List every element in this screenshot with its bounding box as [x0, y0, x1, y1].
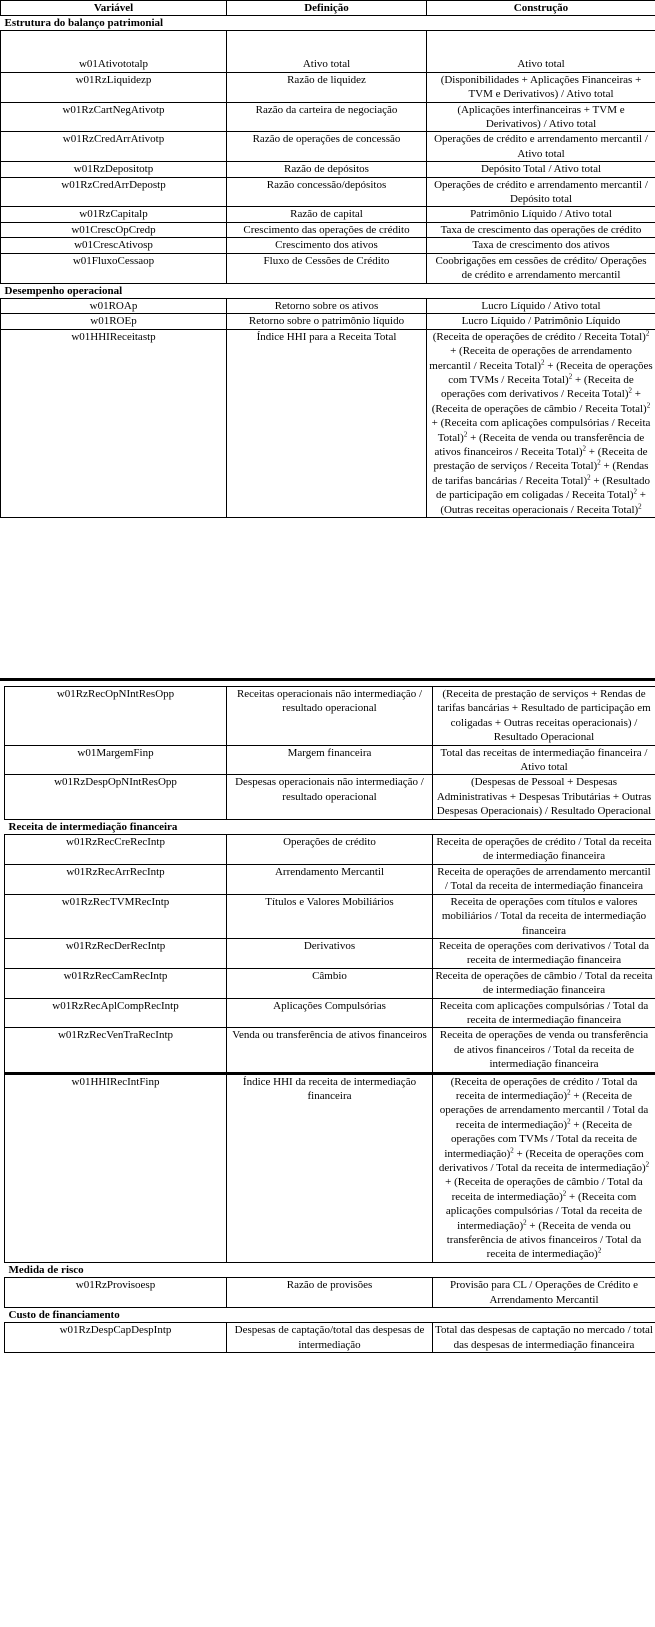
superscript-2: 2 — [582, 444, 587, 453]
construction-cell: Taxa de crescimento dos ativos — [427, 238, 655, 253]
section-title-row — [1, 16, 655, 31]
definition-cell: Índice HHI da receita de intermediação financeira — [227, 1073, 433, 1262]
definition-cell: Razão concessão/depósitos — [227, 177, 427, 207]
variable-cell: w01ROAp — [1, 298, 227, 313]
definition-cell: Despesas operacionais não intermediação / resultado operacional — [227, 775, 433, 819]
variable-cell: w01RzRecArrRecIntp — [5, 864, 227, 894]
superscript-2: 2 — [523, 1217, 527, 1226]
variable-cell: w01RzDespCapDespIntp — [5, 1323, 227, 1353]
construction-cell: Lucro Líquido / Patrimônio Líquido — [427, 314, 655, 329]
superscript-2: 2 — [597, 1246, 602, 1255]
table-row — [1, 238, 655, 253]
section-title-row — [5, 1308, 655, 1323]
construction-cell: (Receita de operações de crédito / Total da receita de intermediação)$^2$ + (Receita de operações de arrendamento mercantil / Total da receita de intermediação)$^2$ + (Receita de operações com TVMs / Total da receita de intermediação)$^2$ + (Receita de operações com derivativos / Total da receita de intermediação)$^2$ + (Receita de operações de câmbio / Total da receita de intermediação)$^2$ + (Receita com aplicações compulsórias / Total da receita de intermediação)$^2$ + (Receita de venda ou transferência de ativos financeiros / Total da receita de intermediação)$^2$ — [433, 1073, 655, 1262]
construction-cell: (Aplicações interfinanceiras + TVM e Derivativos) / Ativo total — [427, 102, 655, 132]
superscript-2: 2 — [646, 401, 651, 410]
table-row — [1, 72, 655, 102]
definition-cell: Venda ou transferência de ativos financeiros — [227, 1028, 433, 1073]
variable-cell: w01RzRecOpNIntResOpp — [5, 687, 227, 746]
page-break-separator — [0, 678, 655, 681]
variable-cell: w01RzCredArrAtivotp — [1, 132, 227, 162]
construction-cell: Coobrigações em cessões de crédito/ Operações de crédito e arrendamento mercantil — [427, 253, 655, 283]
definition-cell: Razão de depósitos — [227, 162, 427, 177]
definition-cell: Operações de crédito — [227, 835, 433, 865]
section-title: Receita de intermediação financeira — [5, 819, 655, 834]
construction-cell: Operações de crédito e arrendamento mercantil / Ativo total — [427, 132, 655, 162]
construction-cell: Taxa de crescimento das operações de crédito — [427, 222, 655, 237]
superscript-2: 2 — [597, 458, 601, 467]
variable-cell: w01RzCartNegAtivotp — [1, 102, 227, 132]
table-row — [5, 864, 655, 894]
definition-cell: Arrendamento Mercantil — [227, 864, 433, 894]
superscript-2: 2 — [645, 329, 650, 338]
variable-cell: w01CrescAtivosp — [1, 238, 227, 253]
construction-cell: (Receita de prestação de serviços + Rendas de tarifas bancárias + Resultado de participação em coligadas + Outras receitas operacionais) / Resultado Operacional — [433, 687, 655, 746]
variable-cell: w01HHIRecIntFinp — [5, 1073, 227, 1262]
construction-cell: (Receita de operações de crédito / Receita Total)$^2$ + (Receita de operações de arrendamento mercantil / Receita Total)$^2$ + (Receita de operações com TVMs / Receita Total)$^2$ + (Receita de operações com derivativos / Receita Total)$^2$ + (Receita de operações de câmbio / Receita Total)$^2$ + (Receita com aplicações compulsórias / Receita Total)$^2$ + (Receita de venda ou transferência de ativos financeiros / Receita Total)$^2$ + (Receita de prestação de serviços / Receita Total)$^2$ + (Rendas de tarifas bancárias / Receita Total)$^2$ + (Resultado de participação em coligadas / Receita Total)$^2$ + (Outras receitas operacionais / Receita Total)$^2$ — [427, 329, 655, 517]
construction-cell: Receita com aplicações compulsórias / Total da receita de intermediação financeira — [433, 998, 655, 1028]
construction-cell: Depósito Total / Ativo total — [427, 162, 655, 177]
variables-table-part-2 — [4, 686, 655, 1353]
table-row — [1, 132, 655, 162]
variable-cell: w01RzRecTVMRecIntp — [5, 894, 227, 938]
table-row — [5, 894, 655, 938]
section-title: Custo de financiamento — [5, 1308, 655, 1323]
table-row — [5, 775, 655, 819]
construction-cell: Total das receitas de intermediação financeira / Ativo total — [433, 745, 655, 775]
superscript-2: 2 — [567, 1088, 571, 1097]
table-row — [5, 938, 655, 968]
construction-cell: Operações de crédito e arrendamento mercantil / Depósito total — [427, 177, 655, 207]
table-row — [5, 1028, 655, 1073]
variable-cell: w01RzRecCreRecIntp — [5, 835, 227, 865]
table-row — [1, 314, 655, 329]
table-row — [1, 207, 655, 222]
definition-cell: Despesas de captação/total das despesas de intermediação — [227, 1323, 433, 1353]
variable-cell: w01RzDespOpNIntResOpp — [5, 775, 227, 819]
table-row — [5, 835, 655, 865]
construction-cell: Receita de operações de venda ou transferência de ativos financeiros / Total da receita de intermediação financeira — [433, 1028, 655, 1073]
construction-cell: Receita de operações com derivativos / Total da receita de intermediação financeira — [433, 938, 655, 968]
variable-cell: w01ROEp — [1, 314, 227, 329]
table-row — [1, 162, 655, 177]
definition-cell: Índice HHI para a Receita Total — [227, 329, 427, 517]
construction-cell: Receita de operações de crédito / Total da receita de intermediação financeira — [433, 835, 655, 865]
construction-cell: Receita de operações de arrendamento mercantil / Total da receita de intermediação financeira — [433, 864, 655, 894]
construction-cell: Receita de operações de câmbio / Total da receita de intermediação financeira — [433, 968, 655, 998]
definition-cell: Razão de provisões — [227, 1278, 433, 1308]
definition-cell: Aplicações Compulsórias — [227, 998, 433, 1028]
header-definition: Definição — [227, 1, 427, 16]
superscript-2: 2 — [510, 1145, 514, 1154]
superscript-2: 2 — [645, 1160, 650, 1169]
variables-table-part-1 — [0, 0, 655, 518]
definition-cell: Câmbio — [227, 968, 433, 998]
header-construction: Construção — [427, 1, 655, 16]
construction-cell: Receita de operações com títulos e valores mobiliários / Total da receita de intermediação financeira — [433, 894, 655, 938]
construction-cell: Ativo total — [427, 31, 655, 72]
variable-cell: w01RzRecVenTraRecIntp — [5, 1028, 227, 1073]
construction-cell: Lucro Líquido / Ativo total — [427, 298, 655, 313]
variable-cell: w01RzProvisoesp — [5, 1278, 227, 1308]
superscript-2: 2 — [567, 1117, 571, 1126]
definition-cell: Fluxo de Cessões de Crédito — [227, 253, 427, 283]
table-row — [5, 687, 655, 746]
superscript-2: 2 — [638, 501, 642, 510]
variable-cell: w01RzRecDerRecIntp — [5, 938, 227, 968]
section-title-row — [5, 819, 655, 834]
variable-cell: w01RzCapitalp — [1, 207, 227, 222]
section-title: Estrutura do balanço patrimonial — [1, 16, 655, 31]
superscript-2: 2 — [562, 1189, 567, 1198]
table-row — [1, 329, 655, 517]
variable-cell: w01RzLiquidezp — [1, 72, 227, 102]
variable-cell: w01RzCredArrDepostp — [1, 177, 227, 207]
table-row — [1, 253, 655, 283]
section-title-row — [1, 283, 655, 298]
table-row — [1, 298, 655, 313]
table-row — [1, 222, 655, 237]
variable-cell: w01FluxoCessaop — [1, 253, 227, 283]
variable-cell: w01RzRecCamRecIntp — [5, 968, 227, 998]
definition-cell: Crescimento dos ativos — [227, 238, 427, 253]
construction-cell: (Despesas de Pessoal + Despesas Administrativas + Despesas Tributárias + Outras Despesas Operacionais) / Resultado Operacional — [433, 775, 655, 819]
definition-cell: Crescimento das operações de crédito — [227, 222, 427, 237]
definition-cell: Derivativos — [227, 938, 433, 968]
variable-cell: w01MargemFinp — [5, 745, 227, 775]
table-row — [5, 968, 655, 998]
superscript-2: 2 — [633, 487, 638, 496]
variable-cell: w01RzRecAplCompRecIntp — [5, 998, 227, 1028]
variable-cell: w01HHIReceitastp — [1, 329, 227, 517]
variable-cell: w01Ativototalp — [1, 31, 227, 72]
superscript-2: 2 — [628, 386, 632, 395]
superscript-2: 2 — [568, 372, 573, 381]
table-row — [5, 1323, 655, 1353]
superscript-2: 2 — [587, 473, 591, 482]
table-row — [1, 177, 655, 207]
definition-cell: Retorno sobre os ativos — [227, 298, 427, 313]
construction-cell: Provisão para CL / Operações de Crédito e Arrendamento Mercantil — [433, 1278, 655, 1308]
definition-cell: Retorno sobre o patrimônio líquido — [227, 314, 427, 329]
variable-cell: w01RzDepositotp — [1, 162, 227, 177]
table-row — [5, 745, 655, 775]
header-variable: Variável — [1, 1, 227, 16]
definition-cell: Razão de capital — [227, 207, 427, 222]
definition-cell: Títulos e Valores Mobiliários — [227, 894, 433, 938]
table-row — [1, 31, 655, 72]
superscript-2: 2 — [541, 357, 545, 366]
definition-cell: Razão de liquidez — [227, 72, 427, 102]
definition-cell: Margem financeira — [227, 745, 433, 775]
header-row — [1, 1, 655, 16]
definition-cell: Ativo total — [227, 31, 427, 72]
table-row — [5, 1278, 655, 1308]
construction-cell: (Disponibilidades + Aplicações Financeiras + TVM e Derivativos) / Ativo total — [427, 72, 655, 102]
superscript-2: 2 — [463, 429, 468, 438]
table-row — [1, 102, 655, 132]
section-title: Medida de risco — [5, 1262, 655, 1277]
definition-cell: Razão da carteira de negociação — [227, 102, 427, 132]
section-title: Desempenho operacional — [1, 283, 655, 298]
table-row — [5, 1073, 655, 1262]
variable-cell: w01CrescOpCredp — [1, 222, 227, 237]
section-title-row — [5, 1262, 655, 1277]
table-row — [5, 998, 655, 1028]
construction-cell: Total das despesas de captação no mercado / total das despesas de intermediação financeira — [433, 1323, 655, 1353]
definition-cell: Razão de operações de concessão — [227, 132, 427, 162]
construction-cell: Patrimônio Líquido / Ativo total — [427, 207, 655, 222]
definition-cell: Receitas operacionais não intermediação / resultado operacional — [227, 687, 433, 746]
